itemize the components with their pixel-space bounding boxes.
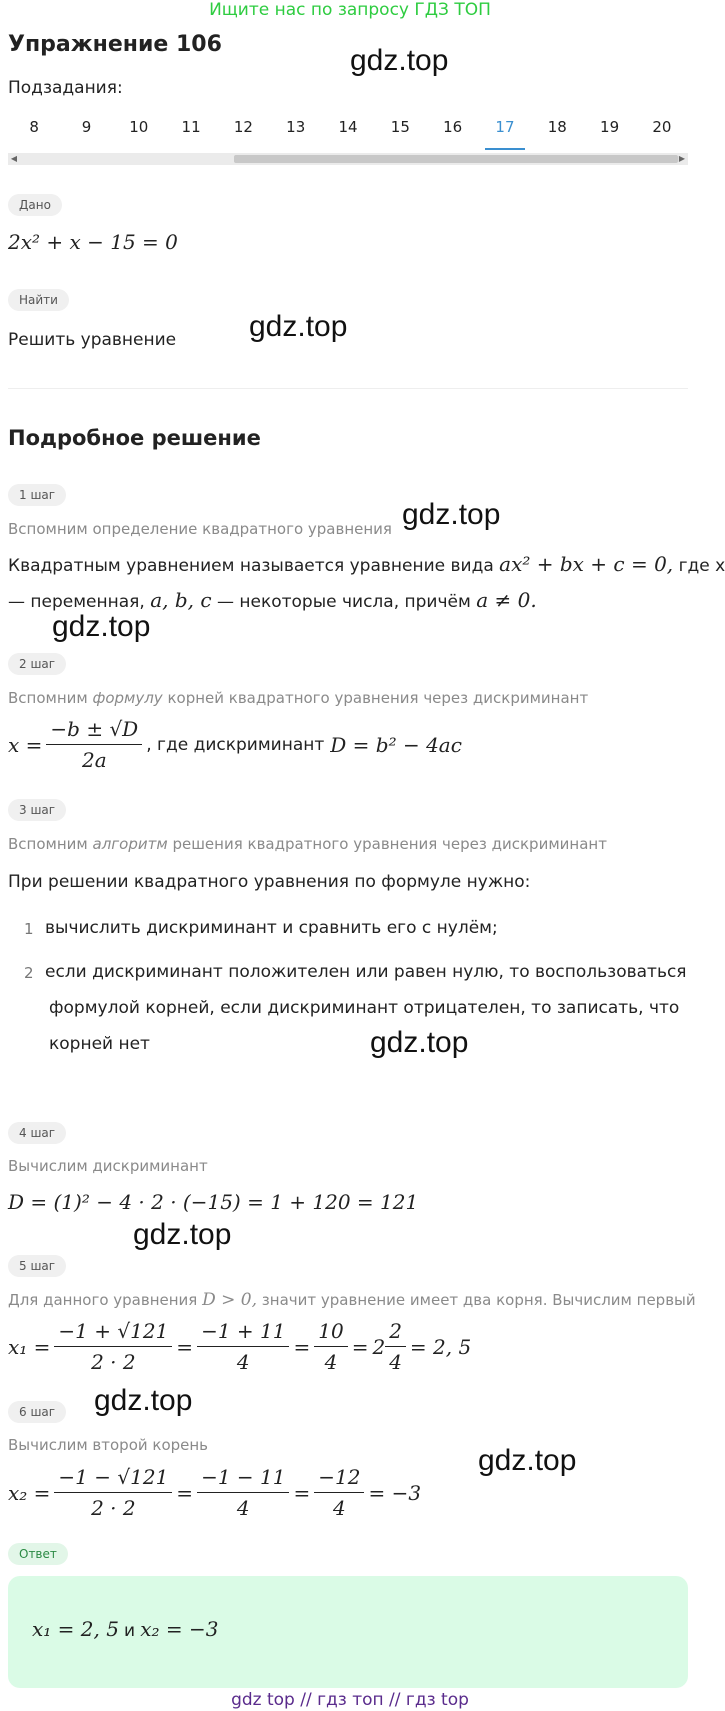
step-6-fraction-1 xyxy=(54,1464,172,1521)
equals-sign: = xyxy=(176,1334,194,1359)
step-1-math-a: ax² + bx + c = 0, xyxy=(499,552,674,576)
step-1-text-b: где x xyxy=(678,556,725,576)
step-5-fraction-3 xyxy=(314,1318,347,1375)
tabs-scrollbar[interactable] xyxy=(8,153,688,165)
watermark: gdz.top xyxy=(402,498,501,531)
equals-sign: = xyxy=(293,1480,311,1505)
step-2-lhs: x = xyxy=(8,732,43,757)
watermark: gdz.top xyxy=(249,310,348,343)
subtask-tab-18[interactable]: 18 xyxy=(547,118,567,136)
step-6-fraction-3 xyxy=(314,1464,364,1521)
subtask-tab-14[interactable]: 14 xyxy=(338,118,358,136)
divider xyxy=(8,388,688,389)
answer-x1: x₁ = 2, 5 xyxy=(32,1617,119,1641)
step-6-result: = −3 xyxy=(368,1480,422,1505)
step-5-fraction-1 xyxy=(54,1318,172,1375)
page-title: Упражнение 106 xyxy=(8,32,222,57)
step-1-text-a: Квадратным уравнением называется уравнение вида xyxy=(8,556,494,576)
fraction-denominator: 4 xyxy=(389,1350,402,1374)
step-1-badge: 1 шаг xyxy=(8,484,66,506)
subtask-tab-13[interactable]: 13 xyxy=(286,118,306,136)
step-3-hint-a: Вспомним xyxy=(8,835,88,853)
find-badge: Найти xyxy=(8,289,69,311)
answer-content xyxy=(32,1617,218,1641)
step-2-text: , где дискриминант xyxy=(146,734,325,755)
watermark: gdz.top xyxy=(94,1384,193,1417)
subtask-tab-20[interactable]: 20 xyxy=(652,118,672,136)
answer-x2: x₂ = −3 xyxy=(140,1617,219,1641)
solution-title: Подробное решение xyxy=(8,426,261,450)
step-5-lhs: x₁ = xyxy=(8,1334,51,1359)
step-5-badge: 5 шаг xyxy=(8,1255,66,1277)
scroll-left-icon[interactable]: ◀ xyxy=(10,154,18,163)
step-1-definition-cont xyxy=(8,588,537,612)
step-1-definition xyxy=(8,552,725,576)
fraction-numerator: −12 xyxy=(314,1464,364,1493)
subtask-tab-8[interactable]: 8 xyxy=(29,118,39,136)
equals-sign: = xyxy=(293,1334,311,1359)
watermark: gdz.top xyxy=(350,44,449,77)
list-item-number: 2 xyxy=(24,964,34,982)
step-2-formula xyxy=(8,716,462,773)
answer-conjunction: и xyxy=(124,1621,136,1641)
step-5-hint-a: Для данного уравнения xyxy=(8,1291,198,1309)
watermark: gdz.top xyxy=(370,1026,469,1059)
step-5-formula xyxy=(8,1318,471,1375)
step-6-badge: 6 шаг xyxy=(8,1401,66,1423)
step-5-hint xyxy=(8,1290,696,1310)
step-3-intro: При решении квадратного уравнения по формуле нужно: xyxy=(8,872,531,892)
scroll-right-icon[interactable]: ▶ xyxy=(678,154,686,163)
step-5-hint-b: значит уравнение имеет два корня. Вычислим первый xyxy=(261,1291,696,1309)
watermark: gdz.top xyxy=(478,1444,577,1477)
subtask-tab-11[interactable]: 11 xyxy=(181,118,201,136)
step-6-hint: Вычислим второй корень xyxy=(8,1436,209,1454)
fraction-numerator: −1 + 11 xyxy=(197,1318,289,1347)
step-5-hint-math: D > 0, xyxy=(202,1290,258,1310)
fraction-denominator: 4 xyxy=(236,1496,250,1520)
step-4-hint: Вычислим дискриминант xyxy=(8,1157,208,1175)
step-2-hint-b: корней квадратного уравнения через дискриминант xyxy=(167,689,589,707)
fraction-numerator: 2 xyxy=(385,1318,406,1347)
roots-denominator: 2a xyxy=(81,748,107,772)
step-2-hint-em: формулу xyxy=(92,689,163,707)
fraction-numerator: 10 xyxy=(314,1318,347,1347)
answer-badge: Ответ xyxy=(8,1543,68,1565)
list-item-text: вычислить дискриминант и сравнить его с нулём; xyxy=(45,918,498,938)
step-3-badge: 3 шаг xyxy=(8,799,66,821)
fraction-denominator: 4 xyxy=(332,1496,346,1520)
step-6-fraction-2 xyxy=(197,1464,289,1521)
step-3-hint xyxy=(8,835,607,853)
subtask-tab-15[interactable]: 15 xyxy=(390,118,410,136)
subtask-tab-10[interactable]: 10 xyxy=(129,118,149,136)
watermark: gdz.top xyxy=(52,610,151,643)
fraction-numerator: −1 − 11 xyxy=(197,1464,289,1493)
watermark: gdz.top xyxy=(133,1218,232,1251)
step-2-hint-a: Вспомним xyxy=(8,689,88,707)
footer-links[interactable]: gdz top // гдз топ // гдз top xyxy=(231,1690,469,1710)
fraction-denominator: 4 xyxy=(324,1350,338,1374)
step-2-hint xyxy=(8,689,588,707)
equals-sign: = xyxy=(351,1334,369,1359)
subtask-tab-17-active[interactable]: 17 xyxy=(479,116,531,150)
subtask-tab-9[interactable]: 9 xyxy=(81,118,92,136)
fraction-numerator: −1 + √121 xyxy=(54,1318,172,1347)
step-1-text-d: — некоторые числа, причём xyxy=(216,592,471,612)
fraction-denominator: 2 · 2 xyxy=(91,1496,136,1520)
roots-numerator: −b ± √D xyxy=(46,716,142,745)
fraction-denominator: 2 · 2 xyxy=(91,1350,136,1374)
step-1-hint: Вспомним определение квадратного уравнения xyxy=(8,520,392,538)
subtask-tab-19[interactable]: 19 xyxy=(600,118,620,136)
step-3-hint-em: алгоритм xyxy=(92,835,168,853)
scrollbar-thumb[interactable] xyxy=(234,155,678,163)
find-text: Решить уравнение xyxy=(8,330,177,350)
step-1-text-c: — переменная, xyxy=(8,592,145,612)
given-equation: 2x² + x − 15 = 0 xyxy=(8,230,178,254)
list-item-number: 1 xyxy=(24,920,34,938)
step-3-hint-b: решения квадратного уравнения через дискриминант xyxy=(172,835,607,853)
mixed-fraction xyxy=(385,1318,406,1375)
fraction-denominator: 4 xyxy=(236,1350,250,1374)
step-1-math-c: a, b, c xyxy=(150,588,212,612)
step-1-math-d: a ≠ 0. xyxy=(476,588,537,612)
step-5-fraction-2 xyxy=(197,1318,289,1375)
equals-sign: = xyxy=(176,1480,194,1505)
step-6-lhs: x₂ = xyxy=(8,1480,51,1505)
list-item-text: если дискриминант положителен или равен нулю, то воспользоваться xyxy=(45,962,687,982)
step-6-formula xyxy=(8,1464,421,1521)
subtask-tab-16[interactable]: 16 xyxy=(443,118,463,136)
roots-fraction xyxy=(46,716,142,773)
step-5-result: = 2, 5 xyxy=(409,1334,472,1359)
fraction-numerator: −1 − √121 xyxy=(54,1464,172,1493)
given-badge: Дано xyxy=(8,194,62,216)
list-item-text: корней нет xyxy=(49,1034,150,1054)
subtasks-tabs xyxy=(8,116,688,150)
subtask-tab-12[interactable]: 12 xyxy=(233,118,253,136)
step-4-badge: 4 шаг xyxy=(8,1122,66,1144)
search-banner: Ищите нас по запросу ГДЗ ТОП xyxy=(209,0,491,20)
mixed-whole: 2 xyxy=(372,1334,386,1359)
subtasks-label: Подзадания: xyxy=(8,78,123,98)
step-4-formula: D = (1)² − 4 · 2 · (−15) = 1 + 120 = 121 xyxy=(8,1190,419,1214)
list-item-text: формулой корней, если дискриминант отрицателен, то записать, что xyxy=(49,998,680,1018)
discriminant-formula: D = b² − 4ac xyxy=(330,732,462,757)
step-2-badge: 2 шаг xyxy=(8,653,66,675)
